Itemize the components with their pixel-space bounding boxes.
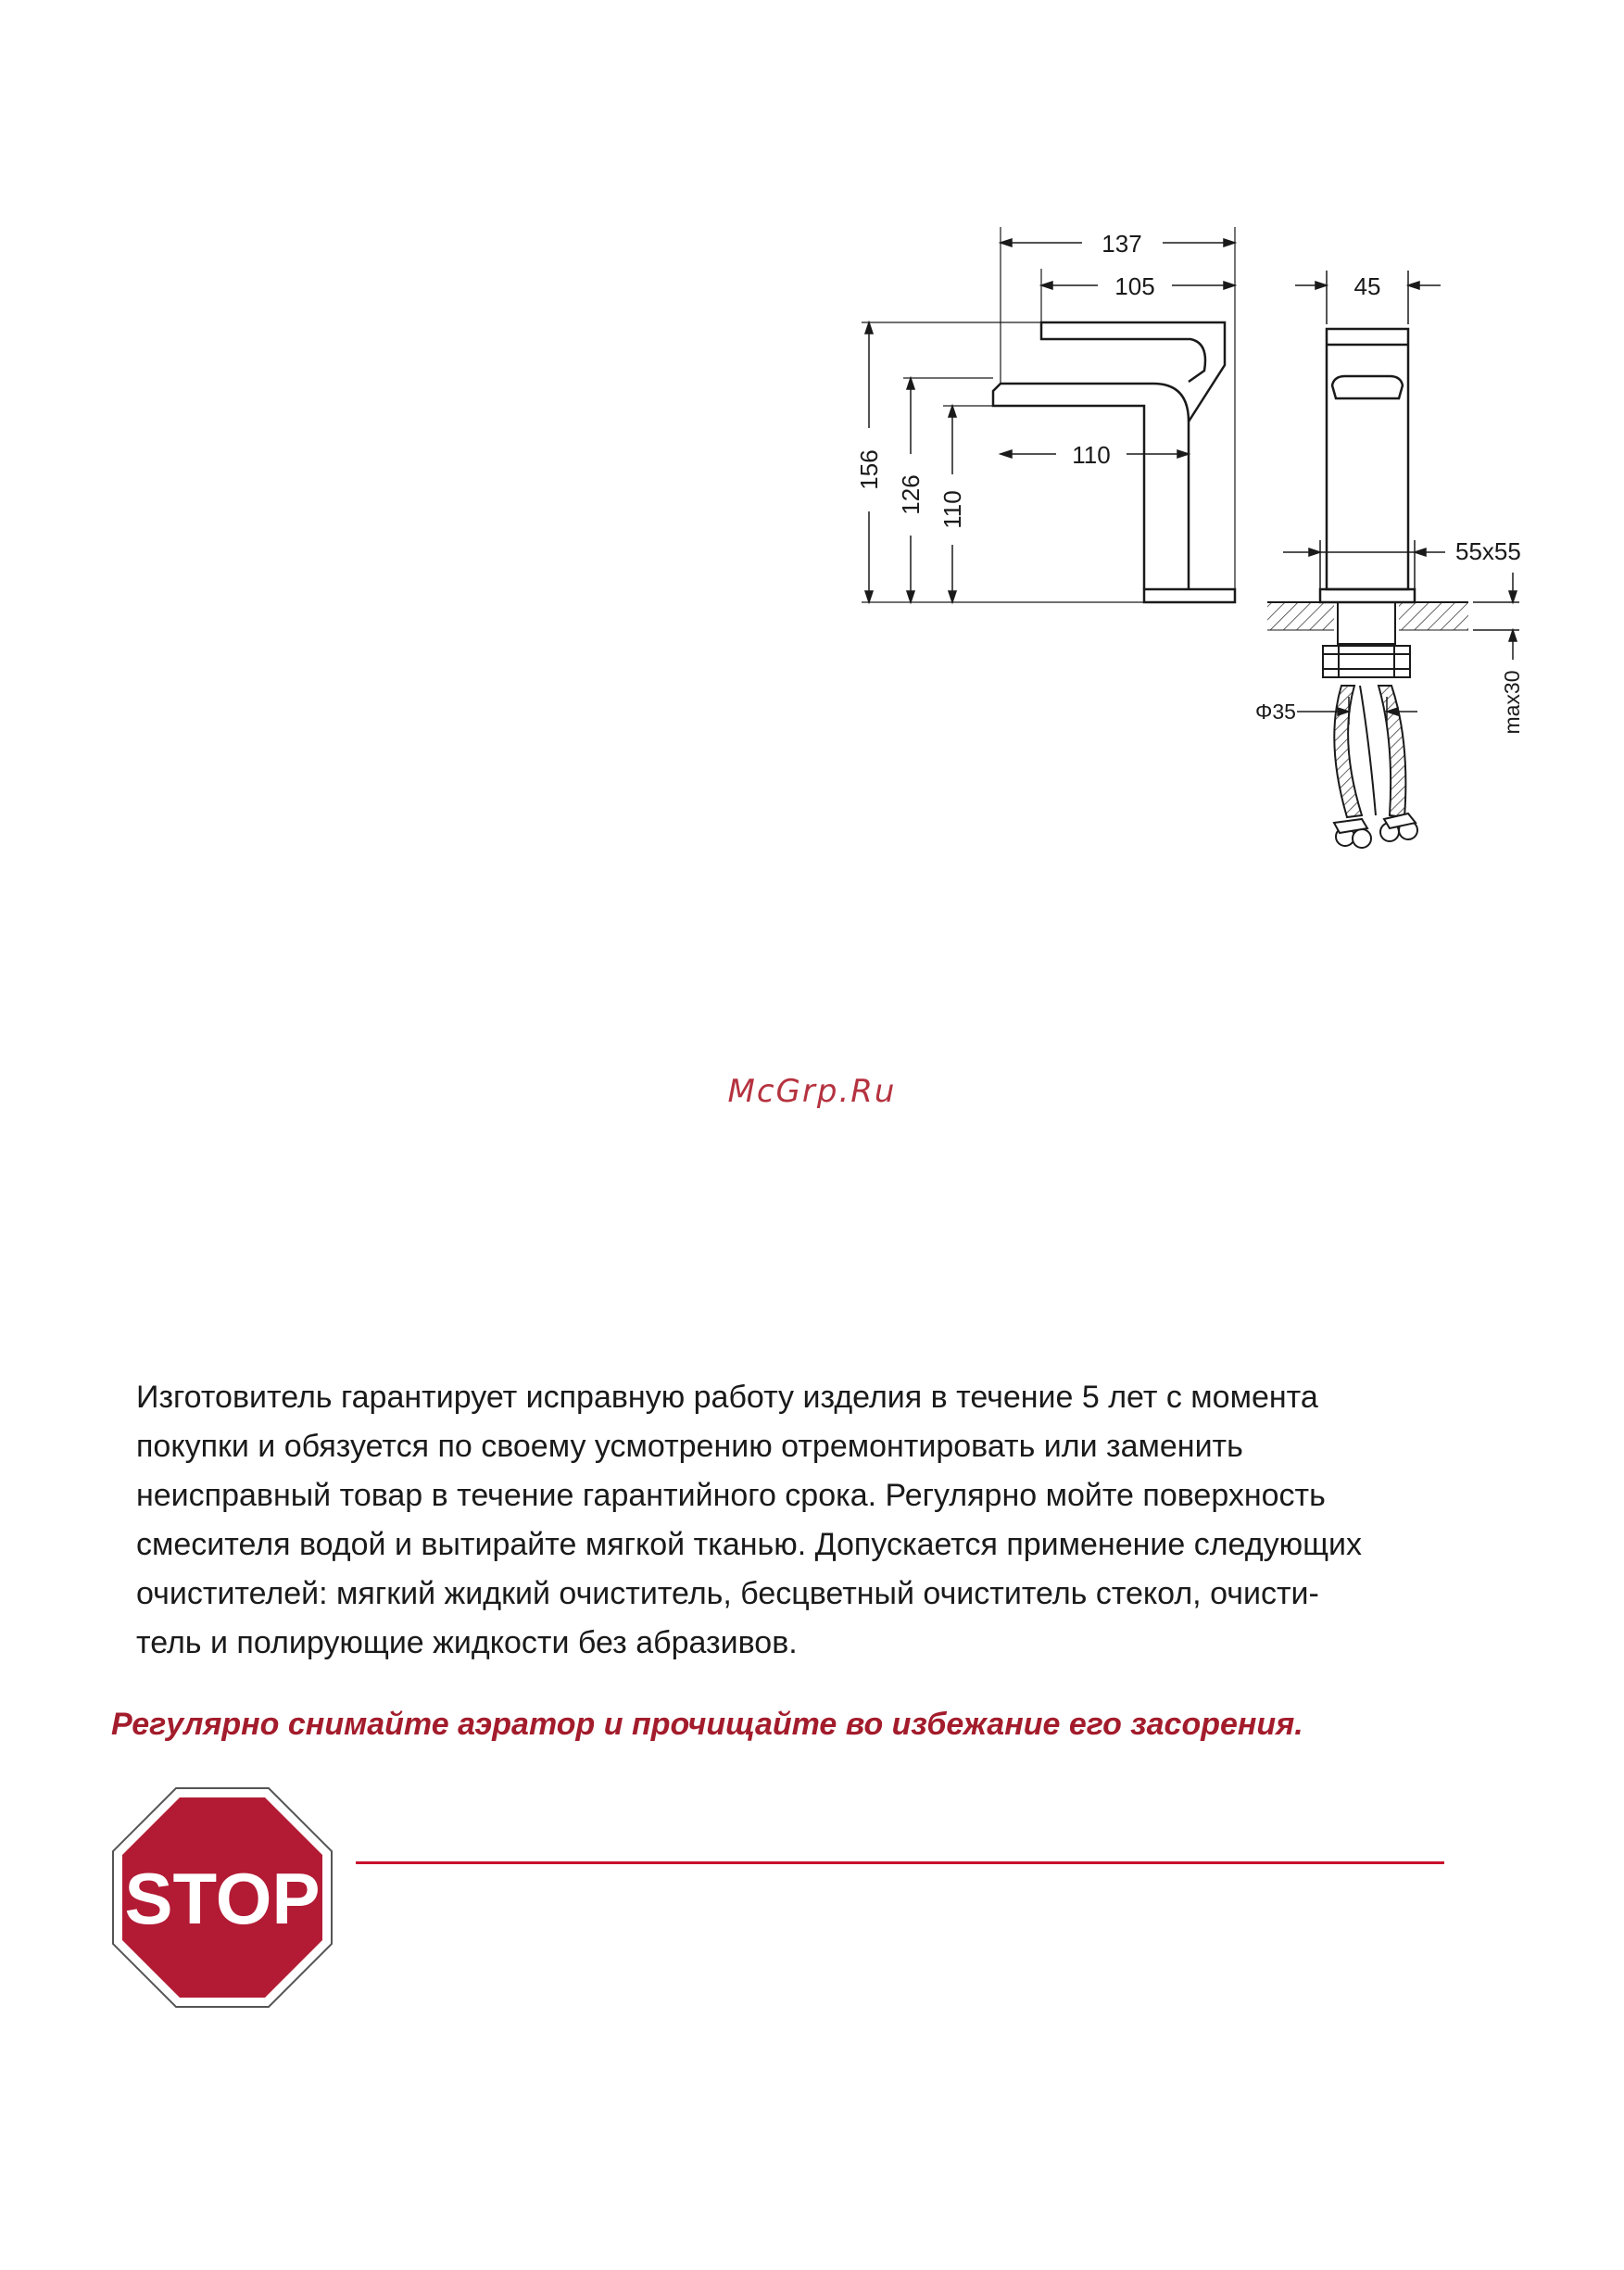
stop-sign-icon — [111, 1786, 334, 2009]
side-view — [993, 322, 1235, 602]
side-view-dimension-lines — [865, 239, 1235, 602]
dim-total-height: 156 — [855, 449, 883, 490]
side-view-dimension-labels — [855, 230, 1155, 529]
aerator-warning: Регулярно снимайте аэратор и прочищайте во избежание его засорения. — [111, 1707, 1303, 1742]
dim-hole-diameter: Φ35 — [1255, 700, 1296, 724]
warranty-line: покупки и обязуется по своему усмотрению отремонтировать или заменить — [136, 1429, 1243, 1464]
warranty-line: тель и полирующие жидкости без абразивов. — [136, 1625, 798, 1660]
dim-overall-width: 137 — [1102, 230, 1142, 258]
countertop — [1267, 602, 1468, 630]
dim-max-countertop: max30 — [1500, 670, 1524, 735]
warranty-line: смесителя водой и вытирайте мягкой тканью. Допускается применение следующих — [136, 1527, 1363, 1562]
dim-lever-height: 126 — [897, 474, 925, 515]
faucet-technical-drawing — [0, 0, 1624, 927]
stop-sign-label: STOP — [124, 1858, 321, 1939]
dim-base-size: 55x55 — [1455, 537, 1521, 565]
dim-body-width: 45 — [1353, 272, 1381, 300]
watermark: McGrp.Ru — [727, 1073, 897, 1110]
warranty-line: Изготовитель гарантирует исправную работу изделия в течение 5 лет с момента — [136, 1380, 1318, 1415]
front-view — [1320, 329, 1415, 602]
dim-spout-height: 110 — [938, 490, 966, 529]
dim-spout-reach: 110 — [1072, 441, 1111, 469]
flexible-hoses — [1334, 686, 1417, 848]
stop-divider-line — [356, 1861, 1444, 1864]
mounting-shank — [1323, 602, 1410, 677]
warranty-line: очистителей: мягкий жидкий очиститель, бесцветный очиститель стекол, очисти- — [136, 1576, 1319, 1611]
warranty-line: неисправный товар в течение гарантийного срока. Регулярно мойте поверхность — [136, 1478, 1326, 1513]
dim-handle-length: 105 — [1114, 272, 1155, 300]
warranty-text — [136, 1373, 1489, 1668]
